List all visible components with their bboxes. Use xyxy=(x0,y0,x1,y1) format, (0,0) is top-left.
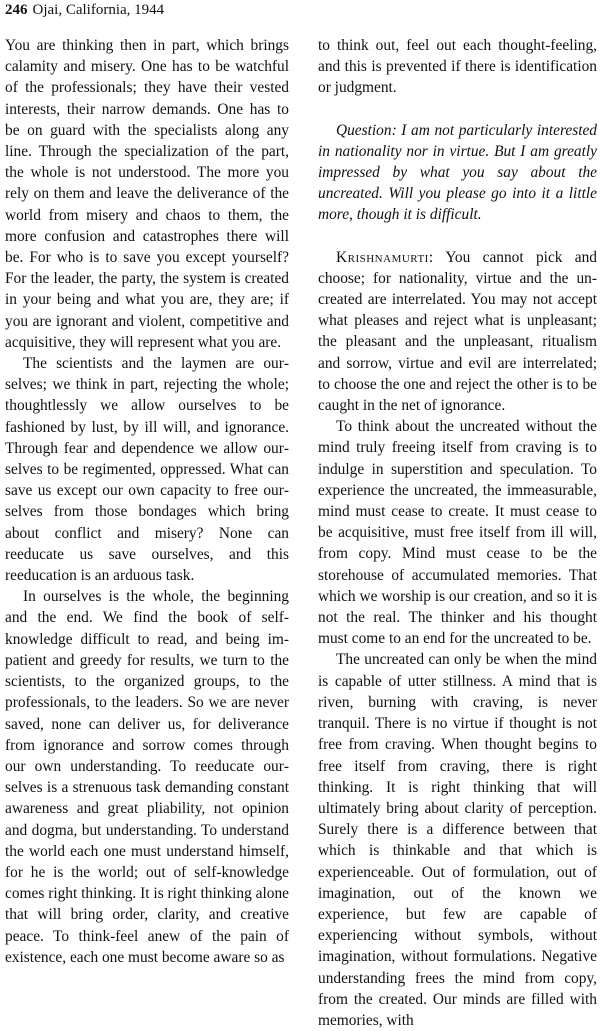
running-title: Ojai, California, 1944 xyxy=(32,2,165,18)
question-paragraph: Question: I am not particularly interested in nationality nor in virtue. But I am greatly impressed by what you say about the uncreated. Will you please go into it a little more, though it is difficult. xyxy=(318,121,597,224)
continuation-paragraph: to think out, feel out each thought-feeling, and this is prevented if there is identification or judgment. xyxy=(318,37,597,97)
page-header xyxy=(5,1,164,19)
paragraph: You are thinking then in part, which brings calamity and misery. One has to be watchful of the professionals; they have their vested interests, their narrow demands. One has to be on guard with the specialists along any line. Through the specialization of the part, the whole is not understood. The more you rely on them and leave the deliverance of the world from misery and chaos to them, the more confusion and catastrophes there will be. For who is to save you except yourself? For the leader, the party, the system is created in your being and what you are, they are; if you are ignorant and violent, competitive and acquisitive, they will represent what you are. xyxy=(5,37,289,351)
right-column xyxy=(318,35,597,1031)
page-number: 246 xyxy=(5,2,28,18)
paragraph: The uncreated can only be when the mind is capable of utter stillness. A mind that is riven, burning with craving, is never tranquil. There is no virtue if thought is not free from craving. When thought begins to free itself from craving, there is right thinking. It is right thinking that will ultimately bring about clarity of perception. Surely there is a difference between that which is thinkable and that which is experienceable. Out of formulation, out of imagination, out of the known we experience, but few are capable of experiencing without symbols, without imagination, without formulations. Negative understanding frees the mind from copy, from the created. Our minds are filled with memories, with xyxy=(318,651,597,1029)
paragraph: In ourselves is the whole, the beginning and the end. We find the book of self-knowledge difficult to read, and being impatient and greedy for results, we turn to the scientists, to the organized groups, to the professionals, to the leaders. So we are never saved, none can deliver us, for deliverance from ignorance and sorrow comes through our own understanding. To reeducate ourselves is a strenuous task demanding constant awareness and great pliability, not opinion and dogma, but understanding. To understand the world each one must understand himself, for he is the world; out of self-knowledge comes right thinking. It is right thinking alone that will bring order, clarity, and creative peace. To think-feel anew of the pain of existence, each one must become aware so as xyxy=(5,588,289,966)
paragraph: To think about the uncreated without the mind truly freeing itself from craving is to indulge in superstition and speculation. To experience the uncreated, the immeasurable, mind must cease to create. It must cease to be acquisitive, must free itself from ill will, from copy. Mind must cease to be the storehouse of accumulated memories. That which we worship is our creation, and so it is not the real. The thinker and his thought must come to an end for the uncreated to be. xyxy=(318,418,597,648)
speaker-name: Krishnamurti: xyxy=(336,248,434,266)
answer-text: You cannot pick and choose; for nationality, virtue and the uncreated are interrelated. You may not accept what pleases and reject what is unpleasant; the pleasant and the unpleasant, ritualism and sorrow, virtue and evil are interrelated; to choose the one and reject the other is to be caught in the net of ignorance. xyxy=(318,248,597,415)
paragraph: The scientists and the laymen are ourselves; we think in part, rejecting the whole; thoughtlessly we allow ourselves to be fashioned by lust, by ill will, and ignorance. Through fear and dependence we allow ourselves to be regimented, oppressed. What can save us except our own capacity to free ourselves from those bondages which bring about conflict and misery? None can reeducate us save ourselves, and this reeducation is an arduous task. xyxy=(5,355,289,585)
answer-paragraph xyxy=(318,247,597,417)
left-column xyxy=(5,35,289,968)
